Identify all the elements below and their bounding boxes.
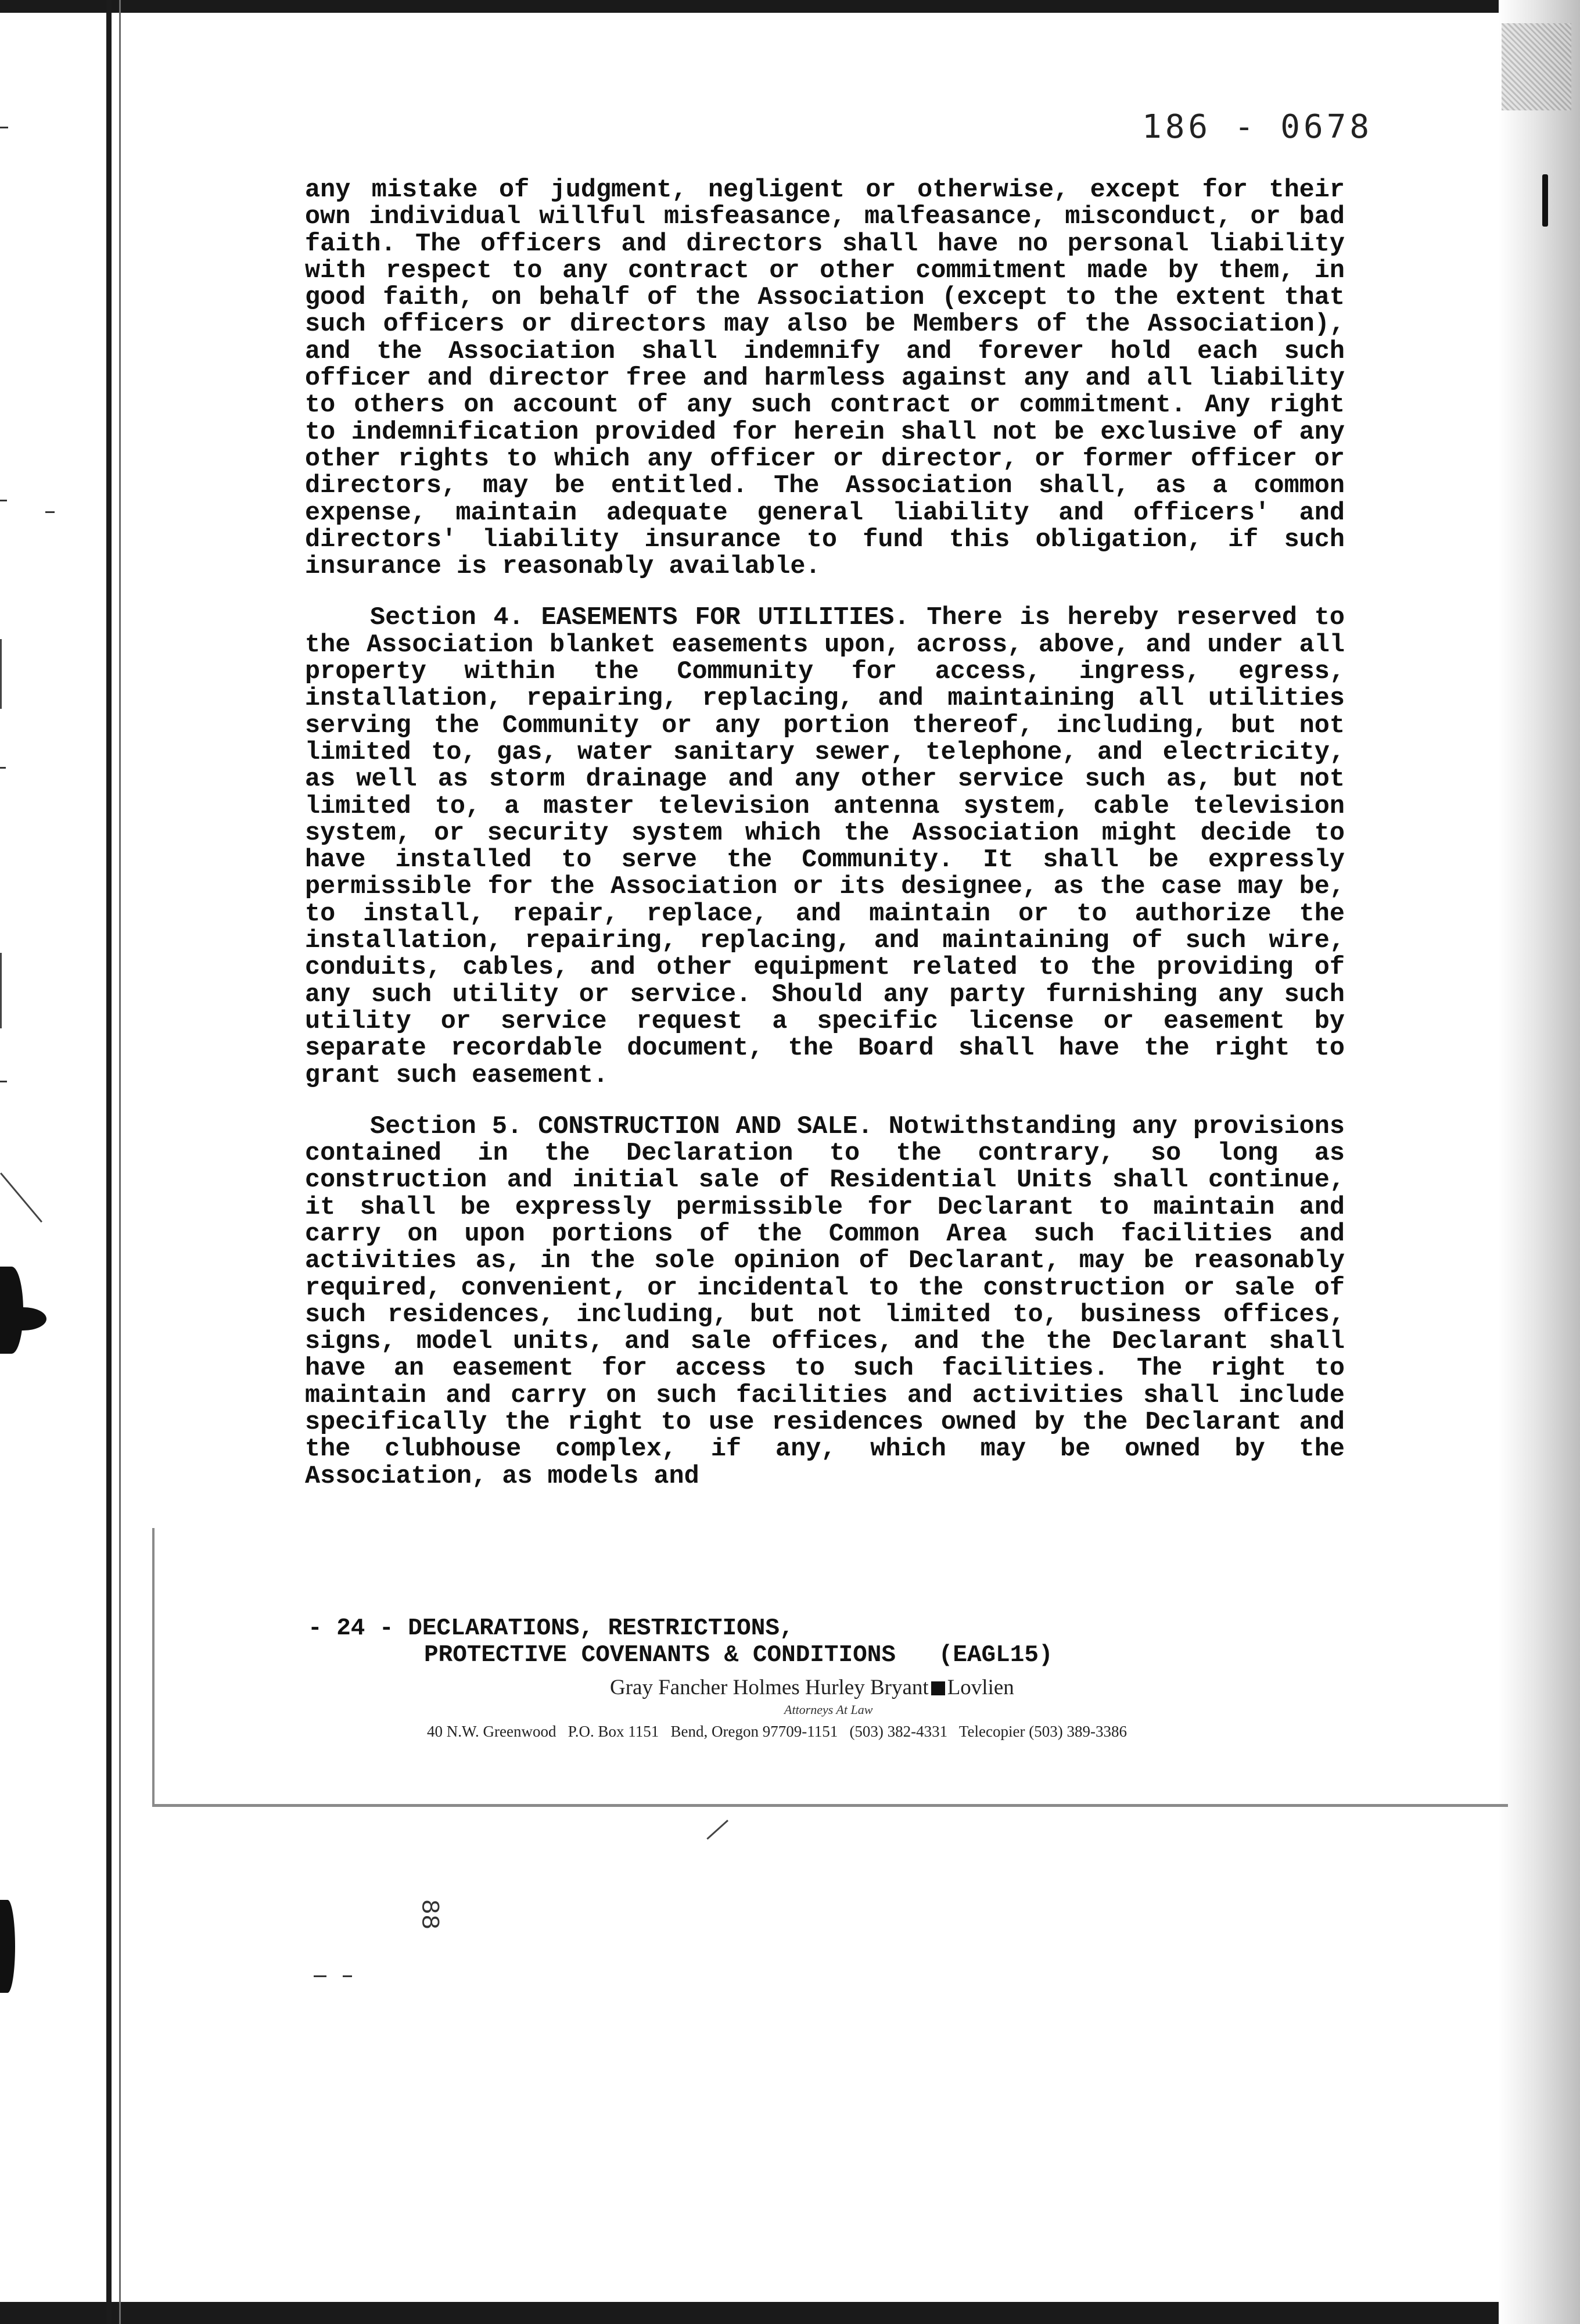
scan-blot <box>1542 174 1548 227</box>
page-number: 186 - 0678 <box>1142 108 1373 146</box>
scan-tick <box>0 127 8 128</box>
scan-tick <box>0 500 7 501</box>
scan-scratch <box>0 1172 42 1222</box>
document-footer <box>308 1615 1353 1669</box>
scan-bottom-edge <box>0 2302 1580 2324</box>
law-firm-subtitle: Attorneys At Law <box>784 1702 873 1717</box>
document-body <box>305 177 1345 1515</box>
scan-scratch <box>0 639 2 709</box>
paragraph-section-4-easements: Section 4. EASEMENTS FOR UTILITIES. There is hereby reserved to the Association blanket easements upon, across, above, and under all property within the Community for access, ingress, egress, installation, repairing, replacing, and maintaining all utilities serving the Community or any portion thereof, including, but not limited to, gas, water sanitary sewer, telephone, and electricity, as well as storm drainage and any other service such as, but not limited to, a master television antenna system, cable television system, or security system which the Association might decide to have installed to serve the Community. It shall be expressly permissible for the Association or its designee, as the case may be, to install, repair, replace, and maintain or to authorize the installation, repairing, replacing, and maintaining of such wire, conduits, cables, and other equipment related to the providing of any such utility or service. Should any party furnishing any such utility or service request a specific license or easement by separate recordable document, the Board shall have the right to grant such easement. <box>305 604 1345 1090</box>
scan-left-border-inner <box>119 0 121 2324</box>
paragraph-indemnification: any mistake of judgment, negligent or otherwise, except for their own individual willful misfeasance, malfeasance, misconduct, or bad faith. The officers and directors shall have no personal liability with respect to any contract or other commitment made by them, in good faith, on behalf of the Association (except to the extent that such officers or directors may also be Members of the Association), and the Association shall indemnify and forever hold each such officer and director free and harmless against any and all liability to others on account of any such contract or commitment. Any right to indemnification provided for herein shall not be exclusive of any other rights to which any officer or director, or former officer or directors, may be entitled. The Association shall, as a common expense, maintain adequate general liability and officers' and directors' liability insurance to fund this obligation, if such insurance is reasonably available. <box>305 176 1345 582</box>
scan-tick <box>314 1975 326 1977</box>
square-separator-icon <box>931 1681 945 1695</box>
law-firm-name <box>610 1675 1014 1700</box>
scan-scratch <box>706 1820 728 1839</box>
scan-right-shadow <box>1499 0 1580 2324</box>
scan-tick <box>45 511 55 513</box>
scan-blot <box>0 1900 15 1993</box>
law-firm-name-part1: Gray Fancher Holmes Hurley Bryant <box>610 1676 929 1699</box>
scan-tick <box>343 1975 352 1977</box>
scan-right-speckle <box>1502 23 1571 110</box>
scan-left-border <box>106 0 112 2324</box>
law-firm-address: 40 N.W. Greenwood P.O. Box 1151 Bend, Oregon 97709-1151 (503) 382-4331 Telecopier (503) 389-3386 <box>427 1723 1127 1740</box>
footer-document-code: PROTECTIVE COVENANTS & CONDITIONS (EAGL15) <box>424 1642 1053 1669</box>
law-firm-name-part2: Lovlien <box>947 1676 1014 1699</box>
scan-scratch <box>0 953 2 1028</box>
stray-handwritten-mark: 88 <box>414 1899 444 1930</box>
scan-blot <box>0 1307 46 1330</box>
scan-top-edge <box>0 0 1580 13</box>
scan-tick <box>0 1081 7 1082</box>
footer-page-title: - 24 - DECLARATIONS, RESTRICTIONS, <box>308 1615 794 1642</box>
paragraph-section-5-construction: Section 5. CONSTRUCTION AND SALE. Notwithstanding any provisions contained in the Declaration to the contrary, so long as construction and initial sale of Residential Units shall continue, it shall be expressly permissible for Declarant to maintain and carry on upon portions of the Common Area such facilities and activities as, in the sole opinion of Declarant, may be reasonably required, convenient, or incidental to the construction or sale of such residences, including, but not limited to, business offices, signs, model units, and sale offices, and the the Declarant shall have an easement for access to such facilities. The right to maintain and carry on such facilities and activities shall include specifically the right to use residences owned by the Declarant and the clubhouse complex, if any, which may be owned by the Association, as models and <box>305 1112 1345 1491</box>
scan-tick <box>0 767 6 769</box>
